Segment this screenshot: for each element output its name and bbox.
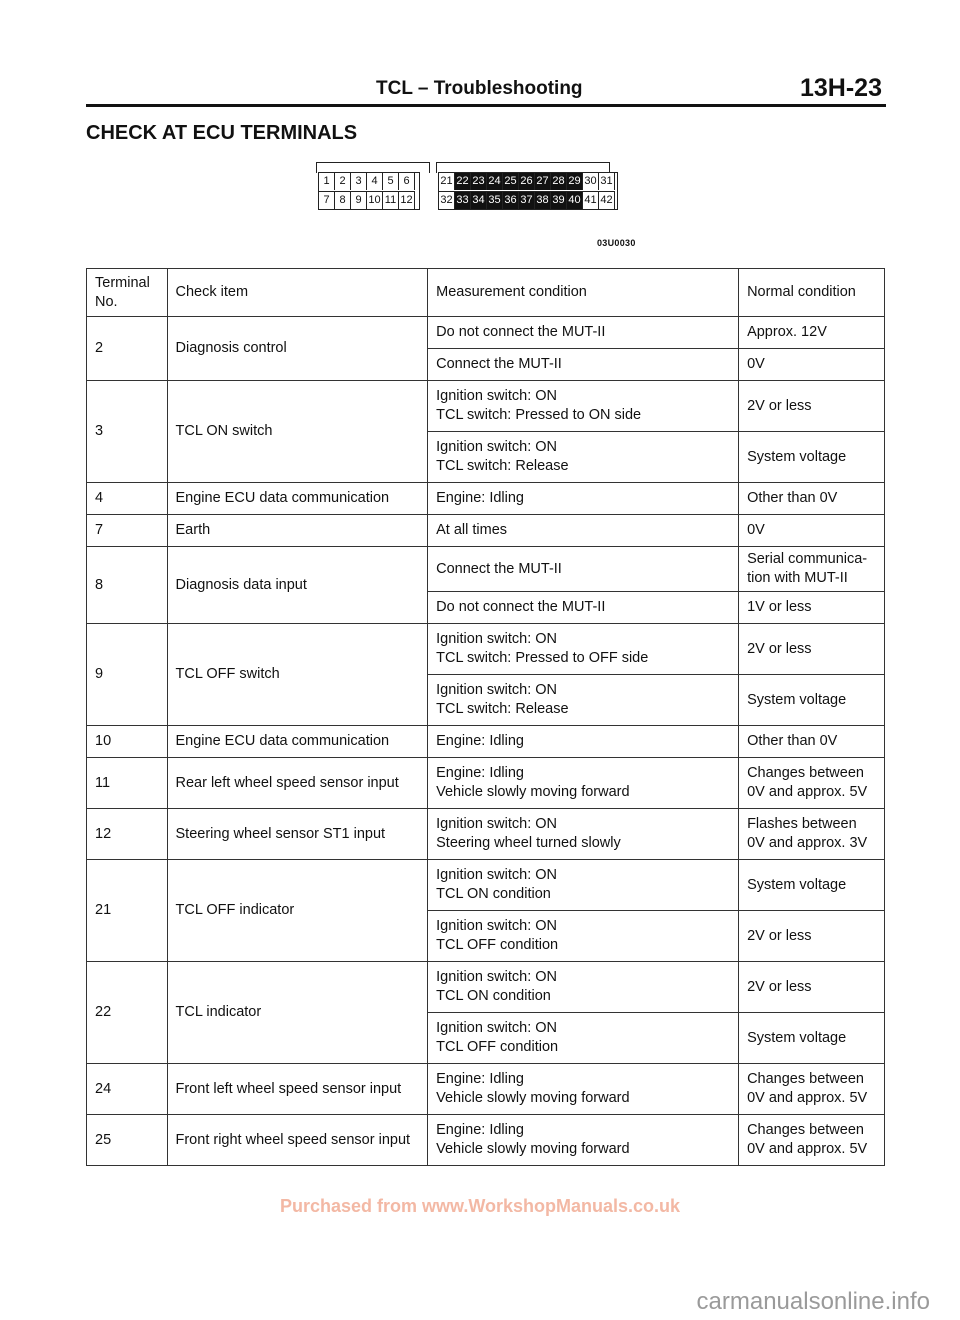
connector-pin: 4 [367, 173, 383, 190]
connector-pin: 6 [399, 173, 415, 190]
measurement-condition: Do not connect the MUT-II [428, 592, 739, 624]
connector-pin: 37 [519, 192, 535, 209]
normal-condition: 0V [739, 515, 885, 547]
connector-pin: 27 [535, 173, 551, 190]
normal-condition: 2V or less [739, 624, 885, 675]
connector-pin: 9 [351, 192, 367, 209]
check-item: Rear left wheel speed sensor input [167, 758, 428, 809]
measurement-condition: Ignition switch: ON TCL switch: Pressed to OFF side [428, 624, 739, 675]
connector-pin: 12 [399, 192, 415, 209]
table-row [87, 1115, 885, 1166]
section-title: CHECK AT ECU TERMINALS [86, 122, 358, 144]
terminal-number: 8 [87, 547, 168, 624]
terminal-number: 24 [87, 1064, 168, 1115]
terminal-number: 3 [87, 381, 168, 483]
terminal-number: 12 [87, 809, 168, 860]
normal-condition: Flashes between 0V and approx. 3V [739, 809, 885, 860]
terminal-number: 21 [87, 860, 168, 962]
normal-condition: Serial communica- tion with MUT-II [739, 547, 885, 592]
connector-pin: 32 [439, 192, 455, 209]
normal-condition: 2V or less [739, 381, 885, 432]
connector-pin: 29 [567, 173, 583, 190]
table-row [87, 962, 885, 1013]
normal-condition: 2V or less [739, 962, 885, 1013]
page-number: 13H-23 [800, 74, 882, 102]
terminal-number: 2 [87, 317, 168, 381]
check-item: Front left wheel speed sensor input [167, 1064, 428, 1115]
connector-pin: 28 [551, 173, 567, 190]
connector-pin: 3 [351, 173, 367, 190]
measurement-condition: Ignition switch: ON Steering wheel turned slowly [428, 809, 739, 860]
normal-condition: Changes between 0V and approx. 5V [739, 1064, 885, 1115]
normal-condition: System voltage [739, 675, 885, 726]
connector-pin: 34 [471, 192, 487, 209]
connector-pin: 26 [519, 173, 535, 190]
header-terminal: Terminal No. [87, 269, 168, 317]
connector-pin: 41 [583, 192, 599, 209]
header-check-item: Check item [167, 269, 428, 317]
measurement-condition: Ignition switch: ON TCL switch: Release [428, 432, 739, 483]
check-item: TCL ON switch [167, 381, 428, 483]
check-item: Diagnosis control [167, 317, 428, 381]
table-row [87, 809, 885, 860]
normal-condition: System voltage [739, 1013, 885, 1064]
ecu-terminal-table [86, 268, 885, 1166]
page-header-title: TCL – Troubleshooting [376, 78, 583, 99]
check-item: Front right wheel speed sensor input [167, 1115, 428, 1166]
table-row [87, 317, 885, 349]
table-row [87, 547, 885, 592]
connector-pin: 10 [367, 192, 383, 209]
connector-pin: 22 [455, 173, 471, 190]
normal-condition: 1V or less [739, 592, 885, 624]
header-rule [86, 104, 886, 107]
terminal-number: 9 [87, 624, 168, 726]
check-item: TCL OFF switch [167, 624, 428, 726]
connector-pin: 23 [471, 173, 487, 190]
connector-left-block [318, 172, 420, 210]
measurement-condition: Ignition switch: ON TCL OFF condition [428, 1013, 739, 1064]
watermark-text: carmanualsonline.info [696, 1288, 930, 1315]
connector-pin: 31 [599, 173, 615, 190]
terminal-number: 11 [87, 758, 168, 809]
connector-pin: 8 [335, 192, 351, 209]
measurement-condition: Engine: Idling [428, 483, 739, 515]
table-row [87, 860, 885, 911]
connector-pin: 40 [567, 192, 583, 209]
normal-condition: 2V or less [739, 911, 885, 962]
header-measurement: Measurement condition [428, 269, 739, 317]
connector-pin: 7 [319, 192, 335, 209]
connector-pin: 5 [383, 173, 399, 190]
footer-text: Purchased from www.WorkshopManuals.co.uk [279, 1196, 681, 1216]
measurement-condition: Ignition switch: ON TCL ON condition [428, 860, 739, 911]
normal-condition: Approx. 12V [739, 317, 885, 349]
check-item: Engine ECU data communication [167, 483, 428, 515]
connector-pin: 35 [487, 192, 503, 209]
check-item: Engine ECU data communication [167, 726, 428, 758]
connector-pin: 24 [487, 173, 503, 190]
table-row [87, 515, 885, 547]
table-header-row [87, 269, 885, 317]
table-row [87, 381, 885, 432]
measurement-condition: Ignition switch: ON TCL switch: Release [428, 675, 739, 726]
table-row [87, 726, 885, 758]
connector-right-block [438, 172, 618, 210]
check-item: Steering wheel sensor ST1 input [167, 809, 428, 860]
terminal-number: 7 [87, 515, 168, 547]
measurement-condition: Engine: Idling [428, 726, 739, 758]
normal-condition: 0V [739, 349, 885, 381]
check-item: Earth [167, 515, 428, 547]
check-item: Diagnosis data input [167, 547, 428, 624]
connector-pin: 33 [455, 192, 471, 209]
table-row [87, 483, 885, 515]
measurement-condition: Engine: Idling Vehicle slowly moving forward [428, 758, 739, 809]
connector-pin: 36 [503, 192, 519, 209]
check-item: TCL OFF indicator [167, 860, 428, 962]
measurement-condition: Ignition switch: ON TCL OFF condition [428, 911, 739, 962]
connector-pin: 11 [383, 192, 399, 209]
measurement-condition: Ignition switch: ON TCL switch: Pressed to ON side [428, 381, 739, 432]
connector-pin: 25 [503, 173, 519, 190]
normal-condition: Changes between 0V and approx. 5V [739, 758, 885, 809]
connector-pin: 21 [439, 173, 455, 190]
normal-condition: Other than 0V [739, 483, 885, 515]
terminal-number: 4 [87, 483, 168, 515]
header-normal: Normal condition [739, 269, 885, 317]
normal-condition: Changes between 0V and approx. 5V [739, 1115, 885, 1166]
table-row [87, 624, 885, 675]
normal-condition: System voltage [739, 860, 885, 911]
terminal-number: 25 [87, 1115, 168, 1166]
connector-pin: 42 [599, 192, 615, 209]
measurement-condition: Engine: Idling Vehicle slowly moving forward [428, 1115, 739, 1166]
normal-condition: System voltage [739, 432, 885, 483]
connector-pin: 39 [551, 192, 567, 209]
connector-pin: 2 [335, 173, 351, 190]
measurement-condition: Connect the MUT-II [428, 547, 739, 592]
measurement-condition: Do not connect the MUT-II [428, 317, 739, 349]
normal-condition: Other than 0V [739, 726, 885, 758]
terminal-number: 10 [87, 726, 168, 758]
terminal-number: 22 [87, 962, 168, 1064]
connector-pin: 1 [319, 173, 335, 190]
figure-reference: 03U0030 [597, 238, 636, 248]
table-row [87, 758, 885, 809]
measurement-condition: Engine: Idling Vehicle slowly moving forward [428, 1064, 739, 1115]
connector-pin: 38 [535, 192, 551, 209]
table-row [87, 1064, 885, 1115]
check-item: TCL indicator [167, 962, 428, 1064]
measurement-condition: Ignition switch: ON TCL ON condition [428, 962, 739, 1013]
measurement-condition: At all times [428, 515, 739, 547]
measurement-condition: Connect the MUT-II [428, 349, 739, 381]
connector-pin: 30 [583, 173, 599, 190]
